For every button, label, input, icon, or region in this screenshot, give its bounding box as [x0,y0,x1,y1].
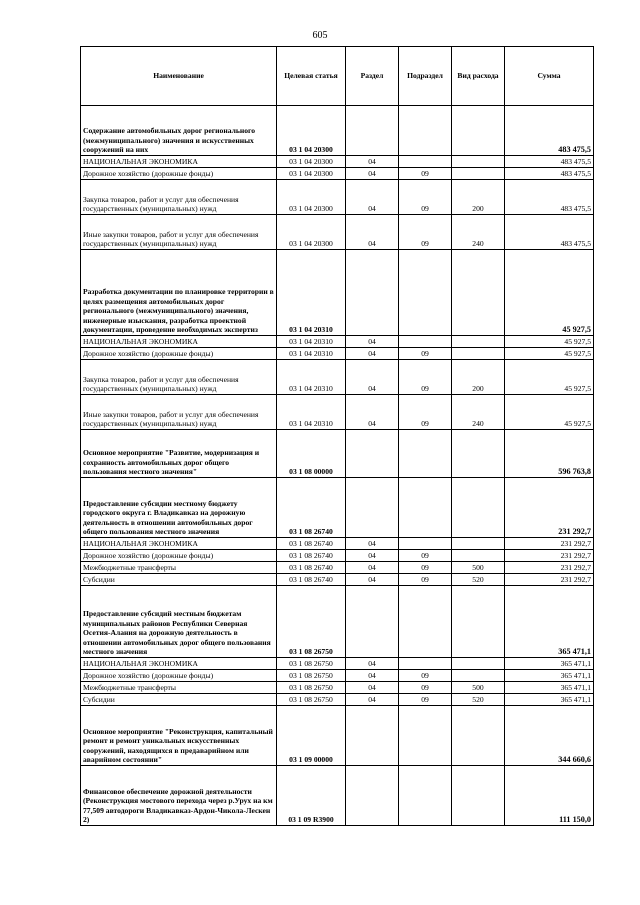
cell-subsection: 09 [399,215,452,250]
table-row [81,156,594,168]
cell-sum: 45 927,5 [505,360,594,395]
cell-target: 03 1 08 26750 [277,694,346,706]
cell-subsection: 09 [399,670,452,682]
cell-target: 03 1 08 26740 [277,478,346,538]
table-row [81,586,594,658]
cell-expense [452,478,505,538]
cell-expense: 520 [452,574,505,586]
table-row [81,250,594,336]
cell-expense: 240 [452,395,505,430]
header-subsection: Подраздел [399,47,452,106]
header-sum: Сумма [505,47,594,106]
cell-name: НАЦИОНАЛЬНАЯ ЭКОНОМИКА [81,156,277,168]
table-row [81,562,594,574]
cell-name: Межбюджетные трансферты [81,562,277,574]
cell-sum: 45 927,5 [505,395,594,430]
cell-name: НАЦИОНАЛЬНАЯ ЭКОНОМИКА [81,538,277,550]
cell-sum: 231 292,7 [505,538,594,550]
cell-expense: 520 [452,694,505,706]
cell-target: 03 1 08 26750 [277,586,346,658]
cell-name: Основное мероприятие "Развитие, модернизация и сохранность автомобильных дорог общего пользования местного значения" [81,430,277,478]
cell-target: 03 1 04 20310 [277,250,346,336]
page-number: 605 [312,30,328,41]
cell-sum: 365 471,1 [505,694,594,706]
cell-sum: 596 763,8 [505,430,594,478]
cell-sum: 483 475,5 [505,168,594,180]
cell-section: 04 [346,348,399,360]
cell-section [346,706,399,766]
cell-subsection: 09 [399,168,452,180]
cell-target: 03 1 08 00000 [277,430,346,478]
cell-sum: 365 471,1 [505,658,594,670]
cell-subsection [399,478,452,538]
cell-section: 04 [346,562,399,574]
table-row [81,430,594,478]
table-row [81,360,594,395]
cell-name: Иные закупки товаров, работ и услуг для обеспечения государственных (муниципальных) нужд [81,395,277,430]
cell-sum: 365 471,1 [505,586,594,658]
cell-name: Дорожное хозяйство (дорожные фонды) [81,550,277,562]
cell-sum: 365 471,1 [505,682,594,694]
cell-expense [452,336,505,348]
cell-section: 04 [346,180,399,215]
cell-section [346,250,399,336]
table-row [81,766,594,826]
table-row [81,395,594,430]
cell-sum: 45 927,5 [505,348,594,360]
table-header-row [81,47,594,106]
cell-sum: 231 292,7 [505,574,594,586]
cell-expense [452,430,505,478]
cell-subsection: 09 [399,682,452,694]
table-row [81,348,594,360]
cell-name: Дорожное хозяйство (дорожные фонды) [81,670,277,682]
cell-sum: 45 927,5 [505,250,594,336]
cell-subsection: 09 [399,694,452,706]
cell-section: 04 [346,538,399,550]
cell-section [346,478,399,538]
cell-subsection: 09 [399,360,452,395]
header-target: Целевая статья [277,47,346,106]
cell-expense [452,766,505,826]
cell-name: Разработка документации по планировке территории в целях размещения автомобильных дорог регионального (межмуниципального) значения, инженерные изыскания, разработка проектной документации, проведение необходимых экспертиз [81,250,277,336]
budget-table [80,46,594,826]
cell-section [346,586,399,658]
cell-expense: 200 [452,180,505,215]
cell-subsection [399,336,452,348]
cell-target: 03 1 04 20300 [277,106,346,156]
cell-section [346,106,399,156]
cell-sum: 483 475,5 [505,156,594,168]
cell-target: 03 1 04 20310 [277,360,346,395]
cell-section: 04 [346,336,399,348]
cell-section: 04 [346,694,399,706]
cell-expense [452,168,505,180]
cell-expense: 240 [452,215,505,250]
cell-subsection: 09 [399,348,452,360]
cell-sum: 231 292,7 [505,562,594,574]
table-row [81,658,594,670]
cell-name: НАЦИОНАЛЬНАЯ ЭКОНОМИКА [81,658,277,670]
cell-target: 03 1 08 26750 [277,658,346,670]
cell-subsection: 09 [399,180,452,215]
cell-target: 03 1 04 20300 [277,156,346,168]
table-body [81,106,594,826]
cell-expense [452,156,505,168]
cell-target: 03 1 09 00000 [277,706,346,766]
cell-section: 04 [346,168,399,180]
table-row [81,478,594,538]
cell-target: 03 1 08 26750 [277,682,346,694]
cell-section: 04 [346,574,399,586]
cell-subsection [399,156,452,168]
cell-name: Иные закупки товаров, работ и услуг для обеспечения государственных (муниципальных) нужд [81,215,277,250]
cell-expense [452,706,505,766]
cell-section: 04 [346,215,399,250]
cell-subsection [399,658,452,670]
cell-subsection [399,586,452,658]
cell-section: 04 [346,395,399,430]
cell-expense [452,658,505,670]
cell-target: 03 1 08 26740 [277,574,346,586]
cell-target: 03 1 04 20310 [277,395,346,430]
cell-sum: 45 927,5 [505,336,594,348]
cell-target: 03 1 08 26740 [277,550,346,562]
cell-name: Субсидии [81,574,277,586]
table-row [81,336,594,348]
header-name: Наименование [81,47,277,106]
cell-section [346,766,399,826]
cell-target: 03 1 04 20300 [277,180,346,215]
cell-subsection: 09 [399,550,452,562]
cell-expense [452,348,505,360]
cell-sum: 483 475,5 [505,180,594,215]
cell-section: 04 [346,360,399,395]
cell-name: Дорожное хозяйство (дорожные фонды) [81,348,277,360]
cell-sum: 365 471,1 [505,670,594,682]
cell-section [346,430,399,478]
cell-name: НАЦИОНАЛЬНАЯ ЭКОНОМИКА [81,336,277,348]
cell-expense: 500 [452,682,505,694]
cell-sum: 111 150,0 [505,766,594,826]
cell-name: Финансовое обеспечение дорожной деятельности (Реконструкция мостового перехода через р.Урух на км 77,509 автодороги Владикавказ-Ардон-Чикола-Лескен 2) [81,766,277,826]
header-section: Раздел [346,47,399,106]
cell-target: 03 1 09 R3900 [277,766,346,826]
cell-target: 03 1 04 20300 [277,168,346,180]
cell-name: Субсидии [81,694,277,706]
table-row [81,180,594,215]
cell-subsection: 09 [399,562,452,574]
cell-section: 04 [346,156,399,168]
cell-sum: 483 475,5 [505,106,594,156]
table-row [81,168,594,180]
cell-expense [452,538,505,550]
cell-section: 04 [346,550,399,562]
table-row [81,574,594,586]
cell-expense [452,250,505,336]
cell-expense [452,586,505,658]
cell-target: 03 1 04 20310 [277,336,346,348]
cell-expense: 500 [452,562,505,574]
cell-subsection [399,250,452,336]
cell-subsection: 09 [399,395,452,430]
header-expense: Вид расхода [452,47,505,106]
cell-sum: 231 292,7 [505,478,594,538]
cell-name: Закупка товаров, работ и услуг для обеспечения государственных (муниципальных) нужд [81,360,277,395]
cell-expense [452,106,505,156]
cell-name: Межбюджетные трансферты [81,682,277,694]
cell-target: 03 1 08 26740 [277,562,346,574]
table-row [81,215,594,250]
table-row [81,106,594,156]
cell-expense [452,550,505,562]
cell-target: 03 1 04 20310 [277,348,346,360]
cell-name: Предоставление субсидий местным бюджетам муниципальных районов Республики Северная Осетия-Алания на дорожную деятельность в отношении автомобильных дорог общего пользования местного значения [81,586,277,658]
table-row [81,682,594,694]
cell-name: Дорожное хозяйство (дорожные фонды) [81,168,277,180]
cell-expense [452,670,505,682]
cell-subsection [399,706,452,766]
cell-section: 04 [346,670,399,682]
cell-subsection: 09 [399,574,452,586]
cell-sum: 231 292,7 [505,550,594,562]
cell-expense: 200 [452,360,505,395]
cell-sum: 483 475,5 [505,215,594,250]
table-row [81,706,594,766]
table-row [81,670,594,682]
cell-subsection [399,538,452,550]
table-row [81,538,594,550]
table-row [81,694,594,706]
cell-section: 04 [346,682,399,694]
cell-name: Содержание автомобильных дорог регионального (межмуниципального) значения и искусственных сооружений на них [81,106,277,156]
cell-name: Закупка товаров, работ и услуг для обеспечения государственных (муниципальных) нужд [81,180,277,215]
cell-name: Основное мероприятие "Реконструкция, капитальный ремонт и ремонт уникальных искусственных сооружений, находящихся в предаварийном или аварийном состоянии" [81,706,277,766]
cell-section: 04 [346,658,399,670]
table-row [81,550,594,562]
cell-target: 03 1 08 26750 [277,670,346,682]
cell-target: 03 1 04 20300 [277,215,346,250]
cell-subsection [399,430,452,478]
cell-subsection [399,766,452,826]
cell-name: Предоставление субсидии местному бюджету городского округа г. Владикавказ на дорожную деятельность в отношении автомобильных дорог общего пользования местного значения [81,478,277,538]
cell-target: 03 1 08 26740 [277,538,346,550]
cell-sum: 344 660,6 [505,706,594,766]
cell-subsection [399,106,452,156]
